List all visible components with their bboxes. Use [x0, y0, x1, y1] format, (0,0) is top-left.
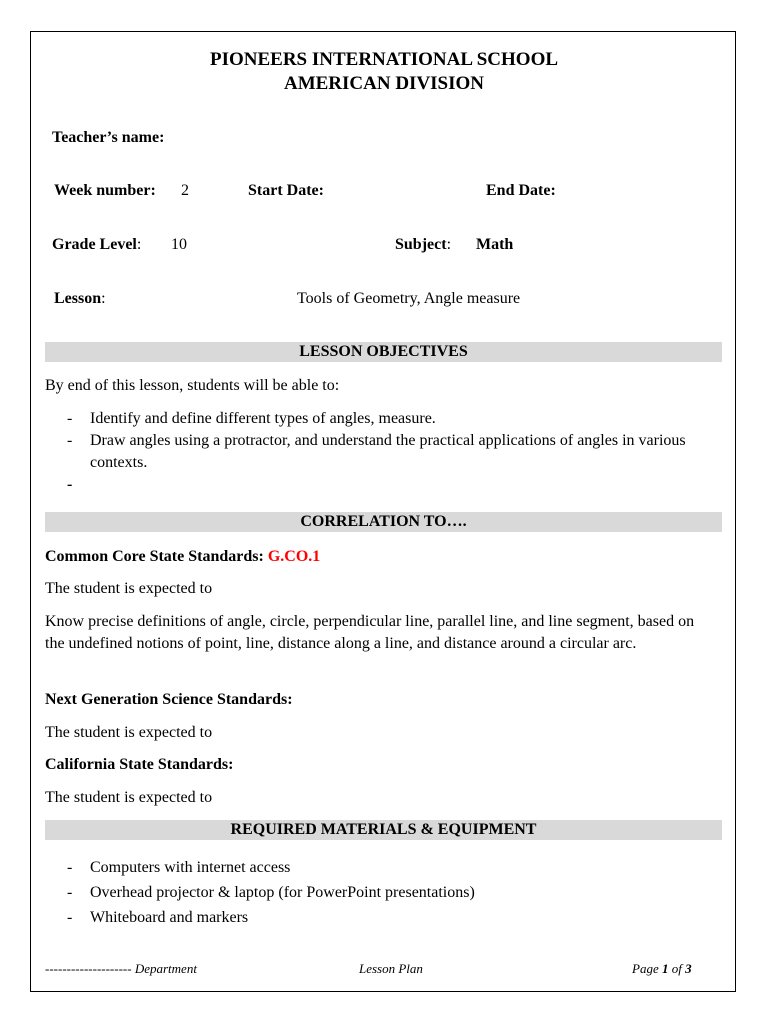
california-expected: The student is expected to [45, 789, 213, 806]
subject-value: Math [476, 236, 514, 253]
material-text: Overhead projector & laptop (for PowerPoint presentations) [90, 884, 475, 901]
grade-level-colon: : [136, 236, 142, 253]
lesson-colon: : [101, 290, 106, 307]
footer-department: -------------------- Department [45, 961, 197, 976]
list-item [45, 855, 722, 880]
objectives-list [45, 408, 722, 493]
end-date-label: End Date: [486, 182, 556, 199]
correlation-heading: CORRELATION TO…. [45, 512, 722, 532]
lesson-label: Lesson [54, 290, 102, 307]
page-total: 3 [685, 961, 692, 976]
subject-field [395, 235, 451, 255]
ccss-expected: The student is expected to [45, 580, 213, 597]
grade-level-field [52, 235, 141, 255]
ccss-line [45, 546, 722, 568]
lesson-value: Tools of Geometry, Angle measure [297, 290, 521, 307]
list-item [45, 408, 722, 430]
school-name: PIONEERS INTERNATIONAL SCHOOL [209, 49, 559, 70]
subject-label: Subject [395, 236, 447, 253]
dash-bullet: - [67, 476, 73, 493]
objective-text: Identify and define different types of angles, measure. [90, 410, 436, 427]
california-label: California State Standards: [45, 756, 234, 773]
page-current: 1 [661, 961, 669, 976]
teacher-name-label: Teacher’s name: [52, 129, 165, 146]
lesson-field [54, 289, 106, 309]
ccss-description: Know precise definitions of angle, circle, perpendicular line, parallel line, and line segment, based on the undefined notions of point, line, distance along a line, and distance around a circular arc. [45, 613, 695, 652]
page-of: of [668, 961, 686, 976]
subject-colon: : [446, 236, 452, 253]
material-text: Whiteboard and markers [90, 909, 249, 926]
ngss-label: Next Generation Science Standards: [45, 691, 293, 708]
dash-bullet: - [67, 859, 73, 876]
dash-bullet: - [67, 432, 73, 449]
materials-list [45, 855, 722, 930]
dash-bullet: - [67, 884, 73, 901]
list-item [45, 430, 722, 474]
material-text: Computers with internet access [90, 859, 291, 876]
objective-text: Draw angles using a protractor, and understand the practical applications of angles in various contexts. [90, 432, 686, 471]
footer-page-number [632, 961, 692, 977]
footer-doc-type: Lesson Plan [359, 961, 423, 976]
division-name: AMERICAN DIVISION [283, 73, 485, 94]
week-number-value: 2 [181, 182, 189, 199]
objectives-intro: By end of this lesson, students will be able to: [45, 377, 340, 394]
ccss-label: Common Core State Standards: [45, 548, 268, 565]
week-number-label: Week number: [54, 182, 156, 199]
grade-level-label: Grade Level [52, 236, 137, 253]
start-date-label: Start Date: [248, 182, 324, 199]
materials-heading: REQUIRED MATERIALS & EQUIPMENT [45, 820, 722, 840]
list-item [45, 905, 722, 930]
dash-bullet: - [67, 909, 73, 926]
ccss-code: G.CO.1 [267, 548, 321, 565]
lesson-objectives-heading: LESSON OBJECTIVES [45, 342, 722, 362]
page-prefix: Page [632, 961, 662, 976]
grade-level-value: 10 [171, 236, 187, 253]
ngss-expected: The student is expected to [45, 724, 213, 741]
dash-bullet: - [67, 410, 73, 427]
list-item [45, 880, 722, 905]
